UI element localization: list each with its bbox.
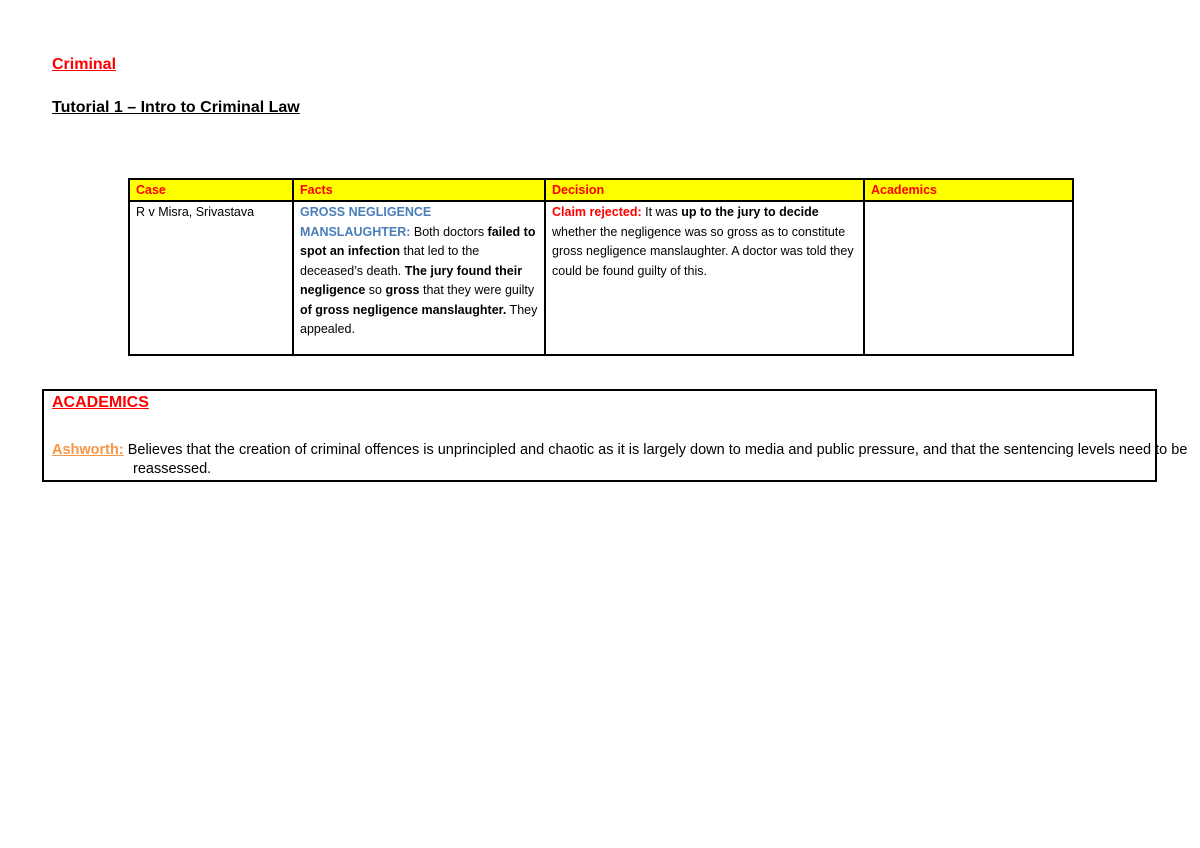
- academic-entry: [52, 441, 1193, 479]
- facts-text: that they were guilty: [419, 283, 535, 297]
- academics-heading: ACADEMICS: [52, 394, 149, 411]
- academics-box: [42, 389, 1188, 482]
- academic-text: Believes that the creation of criminal offences is unprincipled and chaotic as it is largely down to media and public pressure, and that the sentencing levels need to be reassessed.: [123, 442, 1188, 477]
- facts-text: so: [365, 283, 386, 297]
- facts-bold: The jury found their negligence: [300, 263, 523, 297]
- decision-label: Claim rejected:: [552, 205, 642, 219]
- decision-bold: up to the jury to decide: [681, 205, 819, 219]
- page-title: Criminal: [52, 56, 117, 73]
- cell-decision: [545, 201, 864, 355]
- facts-bold: of gross negligence manslaughter.: [300, 302, 507, 317]
- cell-case: R v Misra, Srivastava: [129, 201, 293, 355]
- cell-facts: [293, 201, 545, 355]
- header-facts: Facts: [293, 179, 545, 201]
- facts-text: Both doctors: [410, 224, 488, 239]
- cell-academics: [864, 201, 1073, 355]
- facts-label: GROSS NEGLIGENCE MANSLAUGHTER:: [300, 205, 432, 239]
- header-decision: Decision: [545, 179, 864, 201]
- academic-name: Ashworth:: [52, 442, 124, 458]
- case-table: [128, 178, 1074, 356]
- table-header-row: [129, 179, 1073, 201]
- header-academics: Academics: [864, 179, 1073, 201]
- tutorial-heading: Tutorial 1 – Intro to Criminal Law: [52, 99, 300, 116]
- decision-text: It was: [641, 205, 682, 219]
- facts-text: that led to the deceased’s death.: [300, 244, 480, 278]
- facts-text: They appealed.: [300, 302, 538, 336]
- table-row: [129, 201, 1073, 355]
- facts-bold: failed to spot an infection: [300, 224, 536, 258]
- header-case: Case: [129, 179, 293, 201]
- decision-text: whether the negligence was so gross as to constitute gross negligence manslaughter. A doctor was told they could be found guilty of this.: [552, 224, 854, 278]
- facts-bold: gross: [385, 283, 420, 297]
